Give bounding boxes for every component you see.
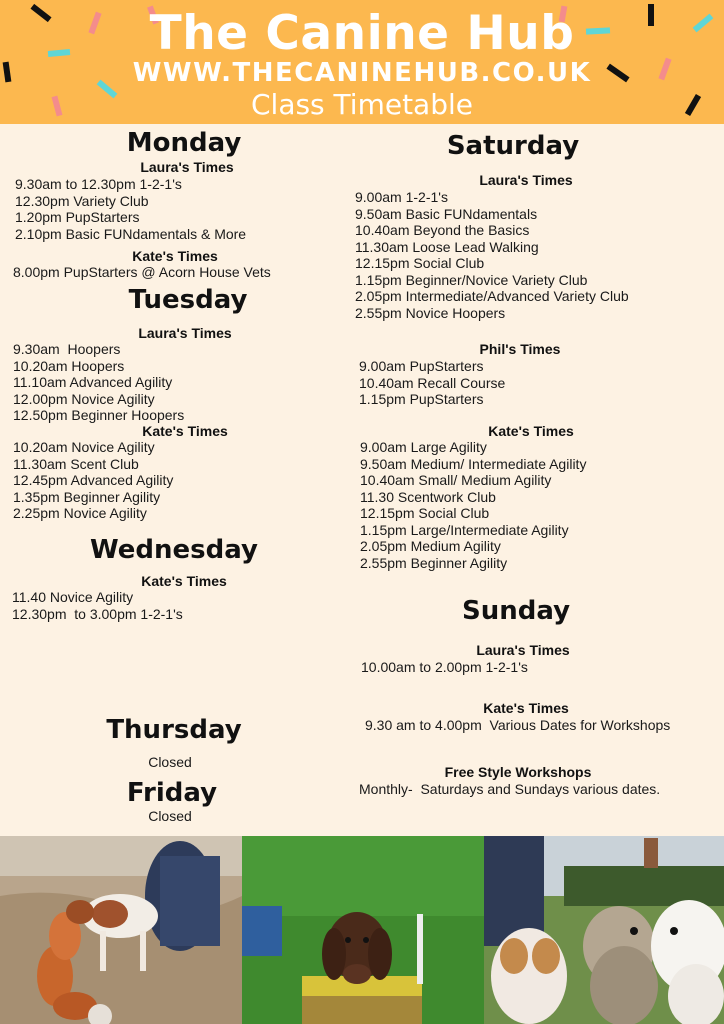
class-entry: 2.10pm Basic FUNdamentals & More [15, 225, 247, 242]
class-entry: 9.30am to 12.30pm 1-2-1's [15, 176, 182, 192]
class-entry: 12.50pm Beginner Hoopers [13, 407, 185, 423]
section-label-kate: Kate's Times [488, 423, 574, 439]
section-label-kate: Kate's Times [141, 573, 227, 589]
class-entry: 9.00am PupStarters [359, 358, 484, 374]
day-heading-sunday: Sunday [461, 596, 571, 626]
class-entry: 10.20am Hoopers [13, 357, 125, 374]
sunday-laura-list [361, 659, 528, 676]
spaniel-plank-image [242, 836, 484, 1024]
thursday-status: Closed [148, 754, 192, 770]
monday-laura-list [15, 176, 246, 242]
class-entry: 10.40am Recall Course [359, 374, 506, 391]
saturday-phil-list [359, 358, 505, 408]
class-entry: 2.05pm Medium Agility [360, 538, 501, 554]
day-heading-monday: Monday [126, 128, 242, 158]
class-entry: 9.00am Large Agility [360, 439, 487, 455]
saturday-laura-list [355, 189, 629, 321]
class-entry: 9.50am Medium/ Intermediate Agility [360, 455, 587, 472]
photo-dog-tunnel [0, 836, 242, 1024]
day-heading-friday: Friday [126, 778, 218, 808]
section-label-kate: Kate's Times [483, 700, 569, 716]
section-label-phil: Phil's Times [479, 341, 561, 357]
header-banner [0, 0, 724, 124]
section-label-kate: Kate's Times [142, 423, 228, 439]
saturday-kate-list [360, 439, 586, 571]
day-heading-wednesday: Wednesday [90, 535, 258, 565]
section-label-freestyle: Free Style Workshops [444, 764, 592, 780]
class-entry: 8.00pm PupStarters @ Acorn House Vets [13, 264, 271, 280]
class-entry: 12.30pm to 3.00pm 1-2-1's [12, 605, 183, 622]
class-entry: 2.55pm Novice Hoopers [355, 304, 506, 321]
friday-status: Closed [148, 808, 192, 824]
class-entry: 12.15pm Social Club [360, 505, 490, 521]
class-entry: 10.00am to 2.00pm 1-2-1's [361, 659, 528, 675]
class-entry: 11.40 Novice Agility [12, 589, 134, 605]
class-entry: 11.30 Scentwork Club [360, 488, 496, 505]
class-entry: 12.30pm Variety Club [15, 192, 149, 209]
tuesday-kate-list [13, 439, 173, 522]
class-entry: 2.55pm Beginner Agility [360, 554, 508, 571]
class-entry: 1.35pm Beginner Agility [13, 488, 161, 505]
site-url: WWW.THECANINEHUB.CO.UK [132, 58, 592, 88]
class-entry: 1.15pm Large/Intermediate Agility [360, 521, 569, 538]
wednesday-kate-list [12, 589, 183, 622]
class-entry: 2.05pm Intermediate/Advanced Variety Club [355, 288, 629, 304]
class-entry: 10.40am Small/ Medium Agility [360, 472, 552, 488]
class-entry: 12.15pm Social Club [355, 255, 485, 271]
class-entry: 1.15pm Beginner/Novice Variety Club [355, 271, 588, 288]
section-label-laura: Laura's Times [140, 159, 234, 175]
class-entry: Monthly- Saturdays and Sundays various dates. [359, 781, 661, 797]
dogs-field-image [484, 836, 724, 1024]
sunday-kate-list [365, 717, 670, 734]
class-entry: 2.25pm Novice Agility [13, 505, 147, 521]
class-entry: 1.20pm PupStarters [15, 209, 140, 225]
page-subtitle: Class Timetable [250, 88, 473, 121]
site-title: The Canine Hub [149, 6, 575, 61]
class-entry: 11.10am Advanced Agility [13, 374, 173, 390]
monday-kate-list [13, 264, 271, 281]
sunday-freestyle-list [359, 781, 660, 798]
class-entry: 9.50am Basic FUNdamentals [355, 205, 538, 222]
section-label-laura: Laura's Times [476, 642, 570, 658]
photo-dogs-field [484, 836, 724, 1024]
dog-tunnel-image [0, 836, 242, 1024]
class-entry: 1.15pm PupStarters [359, 391, 484, 407]
day-heading-tuesday: Tuesday [128, 285, 248, 315]
class-entry: 10.20am Novice Agility [13, 439, 155, 455]
class-entry: 11.30am Scent Club [13, 455, 139, 472]
class-entry: 9.30 am to 4.00pm Various Dates for Workshops [365, 717, 671, 733]
day-heading-saturday: Saturday [446, 131, 580, 161]
class-entry: 12.00pm Novice Agility [13, 390, 155, 407]
class-entry: 9.00am 1-2-1's [355, 189, 448, 205]
section-label-kate: Kate's Times [132, 248, 218, 264]
photo-spaniel-plank [242, 836, 484, 1024]
class-entry: 11.30am Loose Lead Walking [355, 238, 539, 255]
section-label-laura: Laura's Times [138, 325, 232, 341]
tuesday-laura-list [13, 341, 184, 424]
class-entry: 9.30am Hoopers [13, 341, 121, 357]
class-entry: 10.40am Beyond the Basics [355, 222, 530, 238]
day-heading-thursday: Thursday [106, 715, 242, 745]
section-label-laura: Laura's Times [479, 172, 573, 188]
class-entry: 12.45pm Advanced Agility [13, 472, 174, 488]
